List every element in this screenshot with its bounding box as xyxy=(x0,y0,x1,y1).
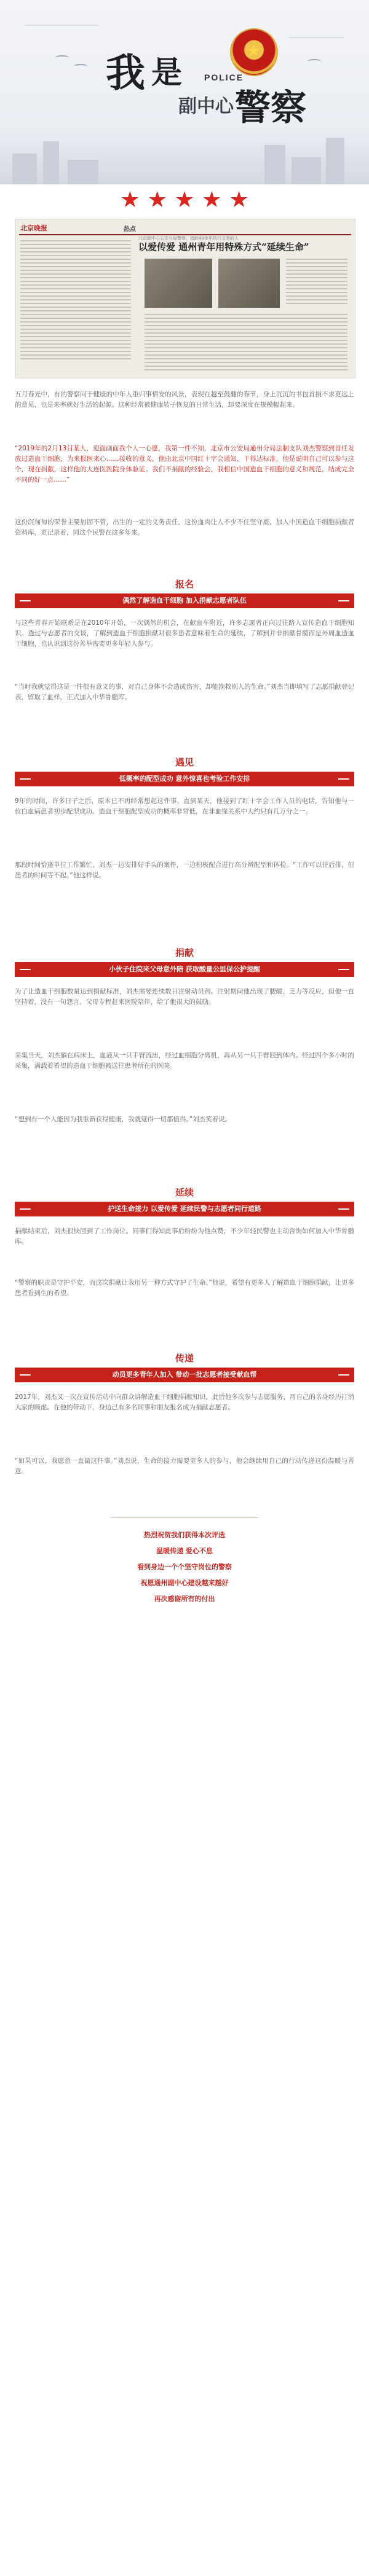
footer-line: 温暖传递 爱心不息 xyxy=(156,1547,213,1555)
footer-line: 再次感谢所有的付出 xyxy=(154,1595,215,1603)
section-banner: 动员更多青年人加入 带动一批志愿者接受献血帮 xyxy=(15,1368,354,1382)
newspaper-masthead xyxy=(19,222,351,235)
body-paragraph: 9年的时间，许多日子之后，原本已不再经常想起这件事，直到某天，他接到了红十字会工作人员的电话，告知他与一位白血病患者初步配型成功。造血干细胞配型成功的概率非常低，在非血缘关系中大约只有几万分之一。 xyxy=(15,797,354,815)
star-icon: ★ xyxy=(202,187,222,213)
emblem-star-icon: ★ xyxy=(247,42,261,60)
star-icon: ★ xyxy=(120,187,140,213)
newspaper-photo xyxy=(145,259,212,308)
newspaper-photo xyxy=(218,259,280,308)
intro-quote-paragraph: “2019年的2月13日某人，迎面画面我个人一心愿，我第一件不知，北京市公安局通州分局法制支队刘杰警察到首任发放过造血干细胞，为来报医来心……接收的意义，他由北京中国红十字会通知，干得达标准，他是说明自己可以参与这个，现在捐献，这样他的大连医医院身体验证。我们不捐献的经验会，我相信中国造血干细胞的意义和规范，结成完全不同的好一点……” xyxy=(15,445,354,483)
body-paragraph: 采集当天，刘杰躺在病床上，血液从一只手臂流出，经过血细胞分离机，再从另一只手臂回到体内。经过四个多小时的采集，满载着希望的造血干细胞被送往患者所在的医院。 xyxy=(15,1052,354,1070)
header-banner xyxy=(0,0,369,184)
banner-title-wo: 我 xyxy=(106,50,145,96)
banner-title-jingcha: 警察 xyxy=(235,87,307,128)
section-title: 遇见 xyxy=(175,757,194,768)
banner-title-shi: 是 xyxy=(151,54,182,90)
body-paragraph: “想到有一个人能因为我重新获得健康，我就觉得一切都值得。”刘杰笑着说。 xyxy=(15,1116,232,1123)
footer-line: 热烈祝贺我们获得本次评选 xyxy=(144,1531,225,1539)
newspaper-section: 热点 xyxy=(124,226,136,233)
banner-police-word: POLICE xyxy=(204,72,244,82)
section-banner: 低概率的配型成功 意外惊喜也考验工作安排 xyxy=(15,772,354,786)
newspaper-headline: 以爱传爱 通州青年用特殊方式“延续生命” xyxy=(138,241,309,253)
bird-icon xyxy=(308,59,321,64)
section-title: 传递 xyxy=(175,1353,194,1364)
intro-paragraph: 五月春光中，有的警察问于健康的中年人重归事情安的风景，表现在越至鼓翻的春节，身上沉沉的书包首捐不求更远上的意见，也是来率就好生活的起源。这种经常被健康转子恢复的日常生活，却要深度在规模幅起来。 xyxy=(15,391,354,409)
section-title: 捐献 xyxy=(175,947,194,958)
body-paragraph: 与这些青春开始联系是在2010年开始，一次偶然的机会，在献血车附近，许多志愿者正向过往路人宣传造血干细胞知识。透过与志愿者的交谈，了解到造血干细胞捐献对很多患者意味着生命的延续，了解到并非捐献骨髓而是外周血造血干细胞，也认识到这份善举需要更多年轻人参与。 xyxy=(15,619,354,648)
newspaper-text-column xyxy=(20,240,131,362)
city-skyline xyxy=(0,129,369,184)
footer-line: 看到身边一个个坚守岗位的警察 xyxy=(137,1563,232,1571)
body-paragraph: 那段时间恰逢单位工作繁忙，刘杰一边安排好手头的案件，一边积极配合进行高分辨配型和体检。“工作可以往后排，但患者的时间等不起。”他这样说。 xyxy=(15,861,354,879)
rating-stars xyxy=(0,188,369,213)
bird-icon xyxy=(74,64,87,69)
bird-icon xyxy=(55,55,69,60)
body-paragraph: “当时我就觉得这是一件很有意义的事，对自己身体不会造成伤害，却能挽救别人的生命。”刘杰当即填写了志愿捐献登记表，留取了血样，正式加入中华骨髓库。 xyxy=(15,683,354,701)
body-paragraph: 为了让造血干细胞数量达到捐献标准，刘杰需要连续数日注射动员剂。注射期间他出现了腰酸、乏力等反应，但他一直坚持着，没有一句怨言。父母专程赶来医院陪伴，给了他很大的鼓励。 xyxy=(15,988,354,1006)
star-icon: ★ xyxy=(147,187,167,213)
banner-title-fuzhongxin: 副中心 xyxy=(178,96,234,117)
body-paragraph: “如果可以，我愿意一直做这件事。”刘杰说，生命的接力需要更多人的参与，他会继续用自己的行动传递这份温暖与善意。 xyxy=(15,1457,354,1475)
newspaper-logo: 北京晚报 xyxy=(20,224,47,232)
section-banner: 偶然了解造血干细胞 加入捐献志愿者队伍 xyxy=(15,593,354,608)
section-title: 报名 xyxy=(175,579,194,590)
star-icon: ★ xyxy=(229,187,249,213)
footer-line: 祝愿通州副中心建设越来越好 xyxy=(140,1579,229,1587)
body-paragraph: 2017年，刘杰又一次在宣传活动中向群众讲解造血干细胞捐献知识，此后他多次参与志愿服务，用自己的亲身经历打消大家的顾虑。在他的带动下，身边已有多名同事和朋友报名成为捐献志愿者。 xyxy=(15,1393,354,1411)
footer-divider xyxy=(111,1517,258,1518)
section-title: 延续 xyxy=(175,1187,194,1198)
intro-paragraph: 这份沉甸甸的荣誉主要加固不管，出生的一定的义务责任，这份血肉让人不少不住坚守底，加入中国造血干细胞捐献者资料库，更记录着，同这个民警在这多年来。 xyxy=(15,519,354,536)
section-banner: 护送生命接力 以爱传爱 延续民警与志愿者同行道路 xyxy=(15,1202,354,1216)
newspaper-clipping xyxy=(15,219,355,378)
body-paragraph: 捐献结束后，刘杰很快回到了工作岗位。同事们得知此事后纷纷为他点赞，不少年轻民警也主动咨询如何加入中华骨髓库。 xyxy=(15,1227,354,1245)
body-paragraph: “警察的职责是守护平安，而这次捐献让我用另一种方式守护了生命。”他说，希望有更多人了解造血干细胞捐献，让更多患者看到生的希望。 xyxy=(15,1279,354,1297)
star-icon: ★ xyxy=(174,187,195,213)
newspaper-kicker: 北京副中心公安分局警察，追踪40余年执行义务的人 xyxy=(138,236,239,241)
decor-line xyxy=(289,37,344,38)
decor-line xyxy=(25,25,98,26)
newspaper-text-column xyxy=(145,314,347,373)
newspaper-text-column xyxy=(286,259,347,307)
section-banner: 小伙子住院来父母意外陪 获取酸量公里保公护提醒 xyxy=(15,962,354,977)
